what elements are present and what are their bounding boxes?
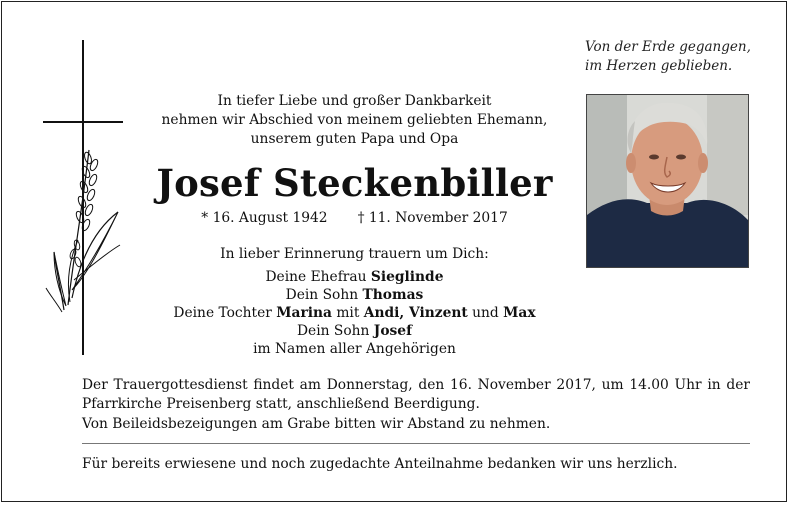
mourner-relation: Deine Ehefrau bbox=[265, 269, 371, 285]
mourner-line-son-2 bbox=[152, 322, 557, 340]
cross-with-wheat-icon bbox=[42, 40, 124, 355]
mourner-line-wife bbox=[152, 268, 557, 286]
motto-line-2: im Herzen geblieben. bbox=[585, 58, 733, 74]
condolence-request: Von Beileidsbezeigungen am Grabe bitten wir Abstand zu nehmen. bbox=[82, 416, 551, 432]
death-date: † 11. November 2017 bbox=[357, 210, 508, 226]
intro-text bbox=[152, 92, 557, 149]
mourner-conjunction: mit bbox=[331, 305, 364, 321]
mourner-name: Andi, Vinzent bbox=[363, 305, 468, 321]
funeral-service-info: Der Trauergottesdienst findet am Donnerstag, den 16. November 2017, um 14.00 Uhr in der Pfarrkirche Preisenberg statt, anschließend Beerdigung. bbox=[82, 377, 750, 412]
life-dates bbox=[152, 209, 557, 228]
deceased-name: Josef Steckenbiller bbox=[156, 161, 553, 205]
mourner-line-son-1 bbox=[152, 286, 557, 304]
mourner-name: Josef bbox=[373, 323, 413, 339]
mourner-name: Max bbox=[503, 305, 536, 321]
mourners-title: In lieber Erinnerung trauern um Dich: bbox=[220, 246, 489, 262]
divider bbox=[82, 443, 750, 444]
mourner-line-all: im Namen aller Angehörigen bbox=[253, 341, 456, 357]
intro-line-2: nehmen wir Abschied von meinem geliebten Ehemann, bbox=[161, 112, 548, 128]
mourner-name: Sieglinde bbox=[370, 269, 444, 285]
motto-line-1: Von der Erde gegangen, bbox=[585, 39, 751, 55]
portrait-photo bbox=[586, 94, 749, 268]
mourner-conjunction: und bbox=[467, 305, 504, 321]
motto bbox=[585, 38, 775, 76]
intro-line-1: In tiefer Liebe und großer Dankbarkeit bbox=[217, 93, 492, 109]
obituary-notice bbox=[1, 1, 787, 502]
mourner-relation: Dein Sohn bbox=[285, 287, 363, 303]
thanks-text: Für bereits erwiesene und noch zugedachte Anteilnahme bedanken wir uns herzlich. bbox=[82, 456, 678, 472]
mourners-list bbox=[152, 268, 557, 358]
intro-line-3: unserem guten Papa und Opa bbox=[250, 131, 459, 147]
mourner-line-daughter bbox=[152, 304, 557, 322]
mourner-relation: Dein Sohn bbox=[296, 323, 374, 339]
birth-date: * 16. August 1942 bbox=[201, 210, 328, 226]
mourner-name: Marina bbox=[276, 305, 332, 321]
mourner-relation: Deine Tochter bbox=[173, 305, 277, 321]
mourner-name: Thomas bbox=[362, 287, 424, 303]
